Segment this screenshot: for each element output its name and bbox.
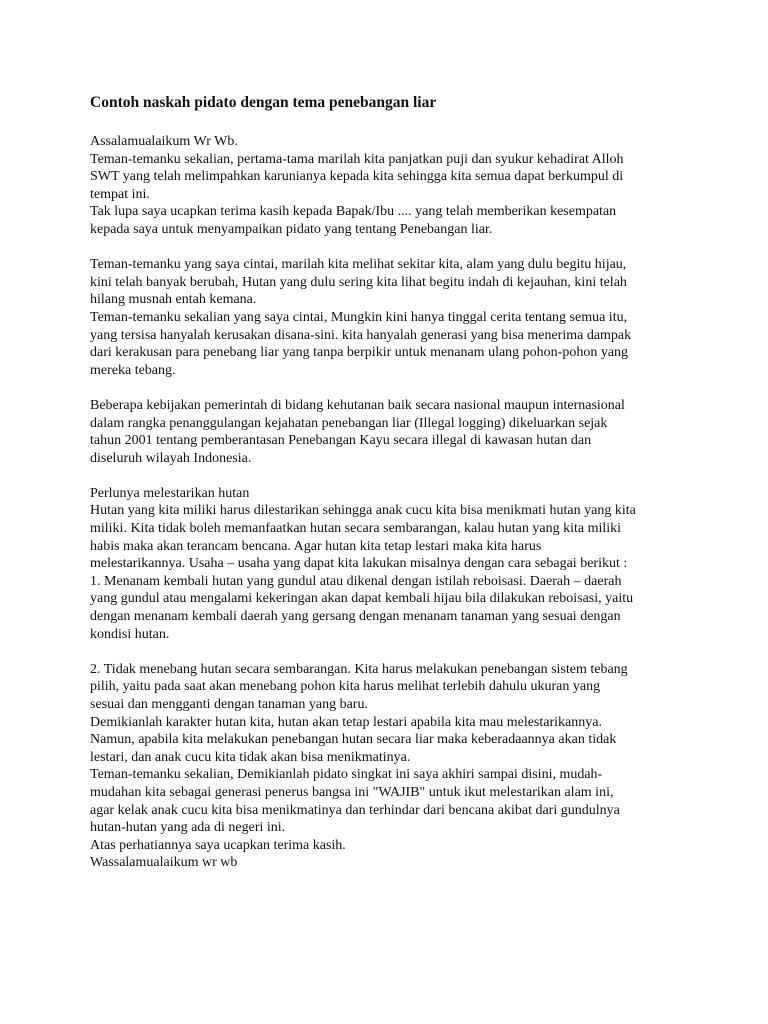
text-line: yang gundul atau mengalami kekeringan akan dapat kembali hijau bila dilakukan reboisasi, yaitu	[90, 591, 634, 607]
text-line: 2. Tidak menebang hutan secara sembarangan. Kita harus melakukan penebangan sistem tebang	[90, 661, 628, 677]
text-line: habis maka akan terancam bencana. Agar hutan kita tetap lestari maka kita harus	[90, 538, 542, 554]
text-line: kepada saya untuk menyampaikan pidato yang tentang Penebangan liar.	[90, 221, 493, 237]
text-line: mereka tebang.	[90, 362, 176, 378]
text-line: sesuai dan mengganti dengan tanaman yang baru.	[90, 697, 368, 712]
text-line: lestari, dan anak cucu kita tidak akan bisa menikmatinya.	[90, 749, 411, 765]
text-line: diseluruh wilayah Indonesia.	[90, 450, 252, 466]
text-line: mudahan kita sebagai generasi penerus bangsa ini "WAJIB" untuk ikut melestarikan alam ini,	[90, 784, 614, 800]
text-line: Teman-temanku sekalian yang saya cintai, Mungkin kini hanya tinggal cerita tentang semua itu,	[90, 309, 628, 325]
text-line: Assalamualaikum Wr Wb.	[90, 134, 238, 149]
paragraph-gap	[90, 643, 680, 661]
text-line: dengan menanam kembali daerah yang gersang dengan menanam tanaman yang sesuai dengan	[90, 609, 621, 625]
text-line: Tak lupa saya ucapkan terima kasih kepada Bapak/Ibu .... yang telah memberikan kesempatan	[90, 204, 617, 220]
text-line: tempat ini.	[90, 186, 150, 202]
text-line: pilih, yaitu pada saat akan menebang pohon kita harus melihat terlebih dahulu ukuran yang	[90, 679, 601, 695]
paragraph-gap	[90, 239, 680, 257]
text-line: dalam rangka penanggulangan kejahatan penebangan liar (Illegal logging) dikeluarkan sejak	[90, 415, 608, 431]
text-line: Beberapa kebijakan pemerintah di bidang kehutanan baik secara nasional maupun internasional	[90, 397, 625, 413]
text-line: yang tersisa hanyalah kerusakan disana-sini. kita hanyalah generasi yang bisa menerima dampak	[90, 327, 632, 343]
document-title: Contoh naskah pidato dengan tema penebangan liar	[90, 94, 437, 111]
text-line: kondisi hutan.	[90, 626, 170, 642]
text-line: Teman-temanku yang saya cintai, marilah kita melihat sekitar kita, alam yang dulu begitu hijau,	[90, 257, 627, 273]
text-line: Teman-temanku sekalian, pertama-tama marilah kita panjatkan puji dan syukur kehadirat Alloh	[90, 151, 624, 167]
text-line: hutan-hutan yang ada di negeri ini.	[90, 820, 286, 836]
text-line: hilang musnah entah kemana.	[90, 292, 257, 308]
document-body	[90, 93, 680, 872]
paragraph-gap	[90, 467, 680, 485]
text-line: miliki. Kita tidak boleh memanfaatkan hutan secara sembarangan, kalau hutan yang kita miliki	[90, 521, 622, 537]
text-line: dari kerakusan para penebang liar yang tanpa berpikir untuk menanam ulang pohon-pohon yang	[90, 345, 629, 361]
text-line: kini telah banyak berubah, Hutan yang dulu sering kita lihat begitu indah di kejauhan, kini telah	[90, 274, 627, 290]
text-line: tahun 2001 tentang pemberantasan Penebangan Kayu secara illegal di kawasan hutan dan	[90, 433, 592, 449]
text-line: 1. Menanam kembali hutan yang gundul atau dikenal dengan istilah reboisasi. Daerah – daerah	[90, 573, 622, 589]
text-line: Atas perhatiannya saya ucapkan terima kasih.	[90, 837, 346, 853]
text-line: Wassalamualaikum wr wb	[90, 855, 238, 871]
text-line: melestarikannya. Usaha – usaha yang dapat kita lakukan misalnya dengan cara sebagai berikut :	[90, 556, 628, 572]
text-line: Namun, apabila kita melakukan penebangan hutan secara liar maka keberadaannya akan tidak	[90, 732, 617, 748]
document-text	[90, 133, 680, 872]
paragraph-gap	[90, 379, 680, 397]
text-line: Teman-temanku sekalian, Demikianlah pidato singkat ini saya akhiri sampai disini, mudah-	[90, 767, 603, 783]
text-line: Demikianlah karakter hutan kita, hutan akan tetap lestari apabila kita mau melestarikannya.	[90, 714, 602, 730]
text-line: SWT yang telah melimpahkan karunianya kepada kita sehingga kita semua dapat berkumpul di	[90, 169, 624, 185]
text-line: Perlunya melestarikan hutan	[90, 485, 250, 501]
text-line: agar kelak anak cucu kita bisa menikmatinya dan terhindar dari bencana akibat dari gundulnya	[90, 802, 620, 818]
text-line: Hutan yang kita miliki harus dilestarikan sehingga anak cucu kita bisa menikmati hutan yang kita	[90, 503, 636, 519]
